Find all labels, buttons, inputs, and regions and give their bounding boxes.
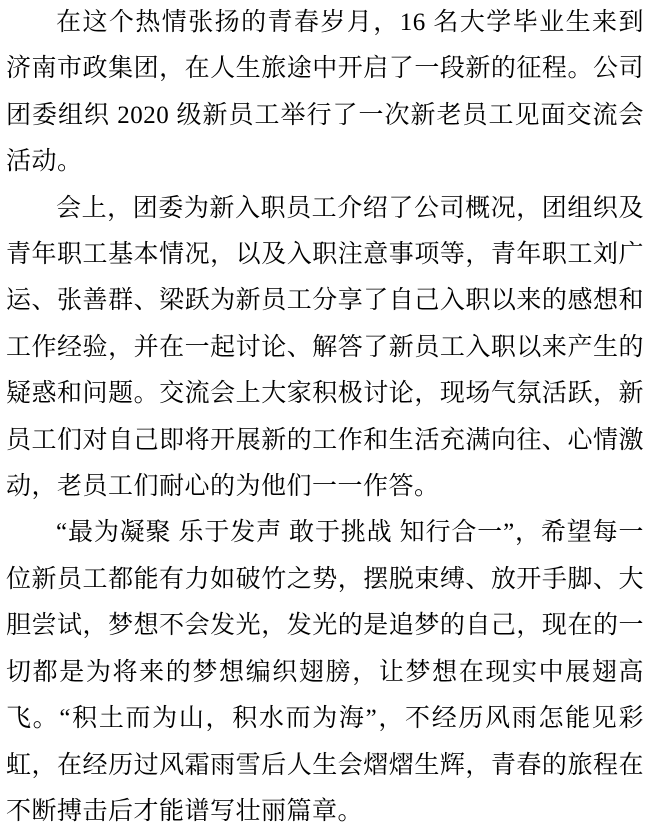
paragraph-closing-message: “最为凝聚 乐于发声 敢于挑战 知行合一”，希望每一位新员工都能有力如破竹之势，摆脱束缚、放开手脚、大胆尝试，梦想不会发光，发光的是追梦的自己，现在的一切都是为将来的梦想编织翅膀，让梦想在现实中展翅高飞。“积土而为山，积水而为海”，不经历风雨怎能见彩虹，在经历过风霜雨雪后人生会熠熠生辉，青春的旅程在不断搏击后才能谱写壮丽篇章。 xyxy=(6,519,644,825)
paragraph-meeting-details: 会上，团委为新入职员工介绍了公司概况，团组织及青年职工基本情况，以及入职注意事项等，青年职工刘广运、张善群、梁跃为新员工分享了自己入职以来的感想和工作经验，并在一起讨论、解答了新员工入职以来产生的疑惑和问题。交流会上大家积极讨论，现场气氛活跃，新员工们对自己即将开展新的工作和生活充满向往、心情激动，老员工们耐心的为他们一一作答。 xyxy=(6,194,644,501)
paragraph-intro: 在这个热情张扬的青春岁月，16 名大学毕业生来到济南市政集团，在人生旅途中开启了一段新的征程。公司团委组织 2020 级新员工举行了一次新老员工见面交流会活动。 xyxy=(6,9,644,176)
